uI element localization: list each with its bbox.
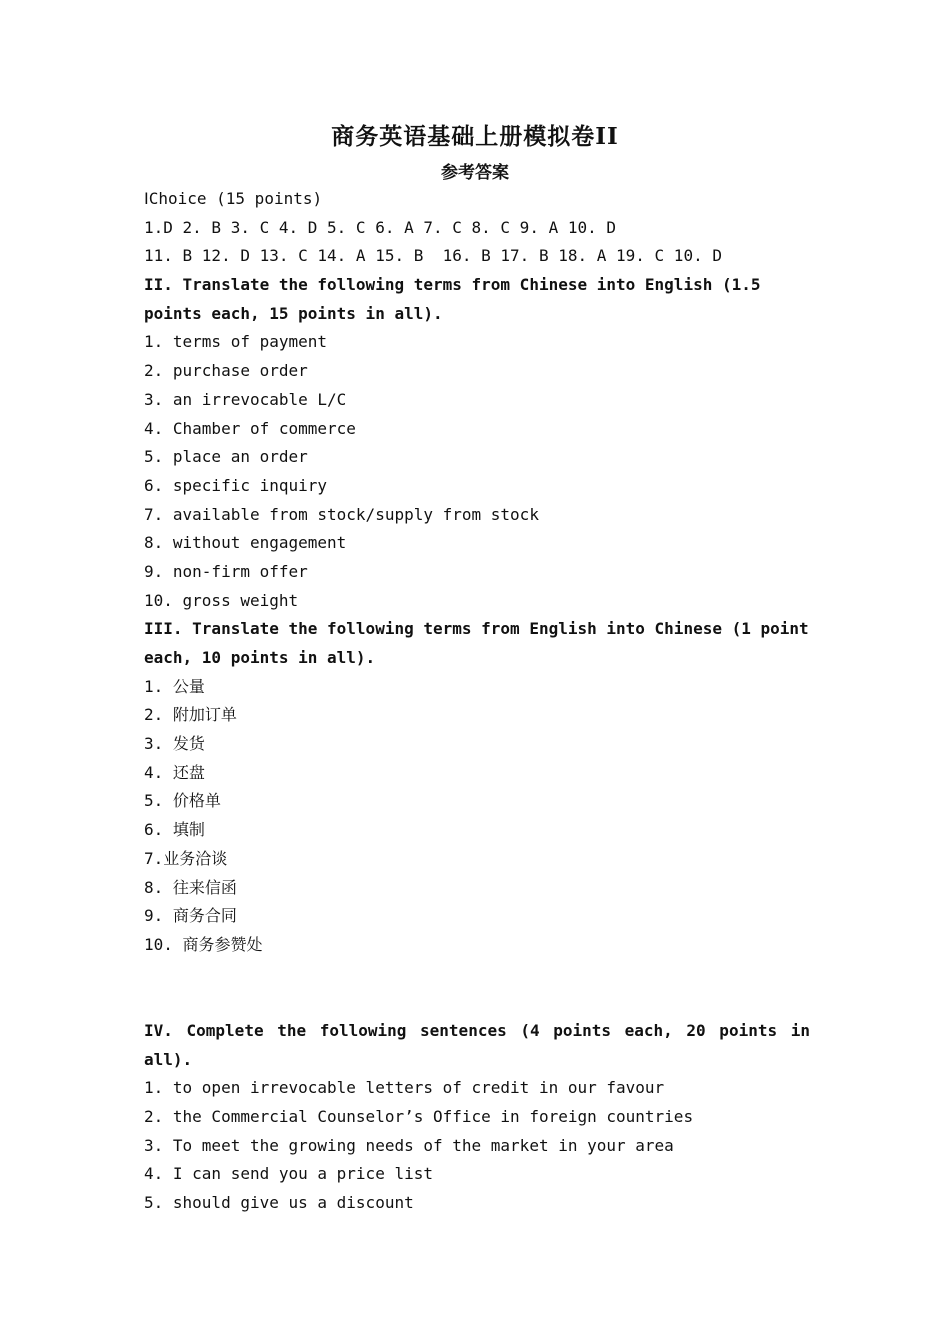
list-item: 5. should give us a discount	[144, 1193, 414, 1213]
list-item: 8. without engagement	[144, 533, 347, 553]
list-item: 10. 商务参赞处	[144, 934, 263, 954]
section3-heading-line2: each, 10 points in all).	[144, 648, 376, 667]
list-item: 1. terms of payment	[144, 332, 328, 352]
list-item: 2. the Commercial Counselor’s Office in foreign countries	[144, 1107, 694, 1127]
blank-spacer	[144, 960, 810, 1017]
section1-answers-row1: 1.D 2. B 3. C 4. D 5. C 6. A 7. C 8. C 9. A 10. D	[144, 217, 617, 237]
list-item: 3. To meet the growing needs of the market in your area	[144, 1135, 674, 1155]
section4-heading-line2: all).	[144, 1049, 193, 1069]
list-item: 6. 填制	[144, 820, 205, 840]
list-item: 3. 发货	[144, 734, 205, 754]
list-item: 8. 往来信函	[144, 877, 237, 897]
list-item: 3. an irrevocable L/C	[144, 389, 347, 409]
document-body	[144, 185, 810, 1218]
list-item: 9. 商务合同	[144, 906, 237, 926]
list-item: 5. place an order	[144, 447, 308, 467]
list-item: 4. 还盘	[144, 762, 205, 782]
list-item: 2. 附加订单	[144, 705, 237, 725]
list-item: 1. to open irrevocable letters of credit in our favour	[144, 1078, 665, 1098]
list-item: 6. specific inquiry	[144, 475, 328, 495]
list-item: 7.业务洽谈	[144, 848, 228, 868]
section4-heading-line1: IV. Complete the following sentences (4 points each, 20 points in	[144, 1020, 810, 1040]
list-item: 7. available from stock/supply from stock	[144, 504, 539, 524]
list-item: 10. gross weight	[144, 590, 299, 610]
document-title: 商务英语基础上册模拟卷II	[331, 123, 619, 150]
list-item: 9. non-firm offer	[144, 561, 308, 581]
section2-heading-line2: points each, 15 points in all).	[144, 303, 443, 323]
list-item: 4. I can send you a price list	[144, 1164, 433, 1184]
list-item: 2. purchase order	[144, 361, 308, 381]
section1-heading: ⅠChoice (15 points)	[144, 189, 323, 208]
document-subtitle: 参考答案	[441, 163, 509, 183]
list-item: 1. 公量	[144, 676, 205, 696]
list-item: 5. 价格单	[144, 791, 221, 811]
section2-heading-line1: II. Translate the following terms from Chinese into English (1.5	[144, 275, 761, 295]
section3-heading-line1: III. Translate the following terms from English into Chinese (1 point	[144, 619, 809, 639]
section1-answers-row2: 11. B 12. D 13. C 14. A 15. B 16. B 17. B 18. A 19. C 10. D	[144, 246, 722, 266]
list-item: 4. Chamber of commerce	[144, 418, 356, 438]
